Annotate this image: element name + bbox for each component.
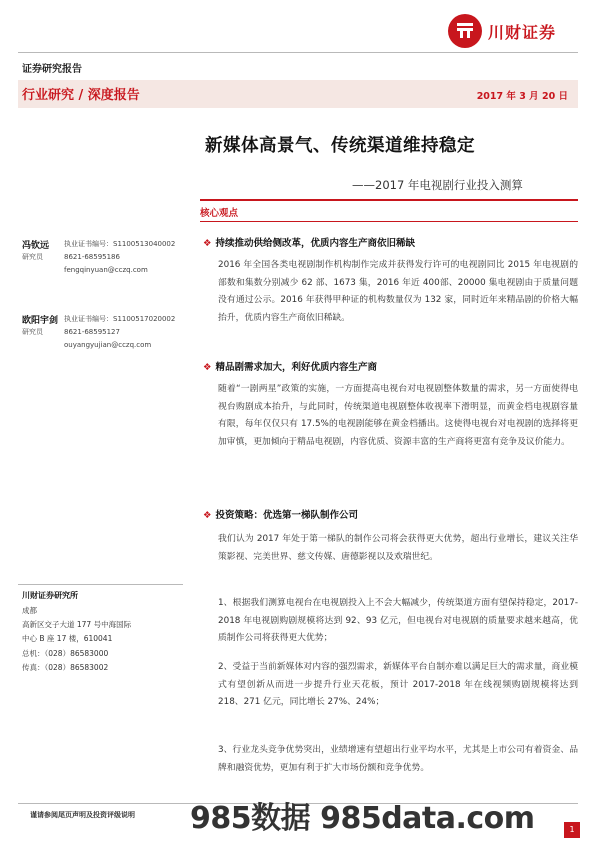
section-paragraph: 随着“一剧两星”政策的实施，一方面提高电视台对电视剧整体数量的需求，另一方面使得电视台购剧成本抬升，与此同时，传统渠道电视剧整体收视率下滑明显，而黄金档电视剧容量有限，每年仅仅只有 17.5%的电视剧能够在黄金档播出。这使得电视台对电视剧的选择将更加审慎，更加倾向于精品电视剧，内容优质、资源丰富的生产商将更富有竞争及议价能力。: [218, 384, 578, 447]
analyst-phone: 8621-68595127: [64, 328, 120, 336]
numbered-paragraph: 1、根据我们测算电视台在电视剧投入上不会大幅减少，传统渠道方面有望保持稳定，2017-2018 年电视剧购剧规模将达到 92、93 亿元，但电视台对电视剧的质量要求越来越高，优质制作公司将获得更大优势；: [218, 598, 578, 643]
footer-disclaimer: 谨请参阅尾页声明及投资评级说明: [30, 811, 135, 819]
analyst-email[interactable]: fengqinyuan@cczq.com: [64, 266, 148, 274]
key-points-divider: [200, 221, 578, 222]
logo-mark-icon: [448, 14, 482, 48]
section-paragraph: 我们认为 2017 年处于第一梯队的制作公司将会获得更大优势，超出行业增长，建议关注华策影视、完美世界、慈文传媒、唐德影视以及欢瑞世纪。: [218, 534, 578, 562]
section-heading: ❖ 投资策略：优选第一梯队制作公司: [203, 510, 359, 521]
watermark: 985数据 985data.com: [190, 801, 535, 836]
key-points-label: 核心观点: [200, 208, 239, 219]
firm-phone: 总机：（028）86583000: [22, 648, 109, 658]
firm-contact: [22, 604, 131, 675]
title-divider: [200, 199, 578, 201]
diamond-bullet-icon: ❖: [203, 510, 212, 521]
section-heading: ❖ 持续推动供给侧改革，优质内容生产商依旧稀缺: [203, 238, 416, 249]
page-title: 新媒体高景气、传统渠道维持稳定: [205, 136, 475, 156]
firm-name: 川财证券研究所: [22, 591, 78, 600]
numbered-paragraph: 3、行业龙头竞争优势突出，业绩增速有望超出行业平均水平，尤其是上市公司有着资金、品牌和融资优势，更加有利于扩大市场份额和竞争优势。: [218, 745, 578, 773]
analyst-name: 欧阳宇剑: [22, 316, 59, 326]
section-title: 行业研究 / 深度报告: [22, 88, 140, 103]
analyst-phone: 8621-68595186: [64, 253, 120, 261]
brand-name: 川财证券: [488, 22, 557, 42]
analyst-email[interactable]: ouyangyujian@cczq.com: [64, 341, 152, 349]
header-divider: [18, 52, 578, 53]
page-number: 1: [564, 822, 580, 838]
section-heading: ❖ 精品剧需求加大，利好优质内容生产商: [203, 362, 378, 373]
firm-fax: 传真：（028）86583002: [22, 662, 109, 672]
analyst-role: 研究员: [22, 253, 43, 261]
firm-city: 成都: [22, 606, 37, 615]
firm-divider: [18, 584, 183, 585]
page-subtitle: ——2017 年电视剧行业投入测算: [352, 178, 523, 192]
analyst-cert: 执业证书编号：S1100513040002: [64, 240, 176, 248]
analyst-name: 冯钦远: [22, 241, 50, 251]
brand-logo: [448, 14, 570, 48]
diamond-bullet-icon: ❖: [203, 362, 212, 373]
numbered-paragraph: 2、受益于当前新媒体对内容的强烈需求，新媒体平台自制亦难以满足巨大的需求量，商业模式有望创新从而进一步提升行业天花板，预计 2017-2018 年在线视频购剧规模将达到 218、271 亿元，同比增长 27%、24%；: [218, 662, 578, 707]
analyst-role: 研究员: [22, 328, 43, 336]
analyst-cert: 执业证书编号：S1100517020002: [64, 315, 176, 323]
report-date: 2017 年 3 月 20 日: [476, 91, 568, 102]
diamond-bullet-icon: ❖: [203, 238, 212, 249]
report-type: 证券研究报告: [22, 64, 82, 75]
section-paragraph: 2016 年全国各类电视剧制作机构制作完成并获得发行许可的电视剧同比 2015 年电视剧的部数和集数分别减少 62 部、1673 集，2016 年近 400部、20000 集电视剧由于质量问题没有通过公示。2016 年获得甲种证的机构数量仅为 132 家，同时近年来精品剧的价格大幅抬升，优质内容生产商依旧稀缺。: [218, 260, 578, 323]
firm-address: 高新区交子大道 177 号中海国际: [22, 620, 132, 630]
firm-address-2: 中心 B 座 17 楼，610041: [22, 634, 113, 644]
